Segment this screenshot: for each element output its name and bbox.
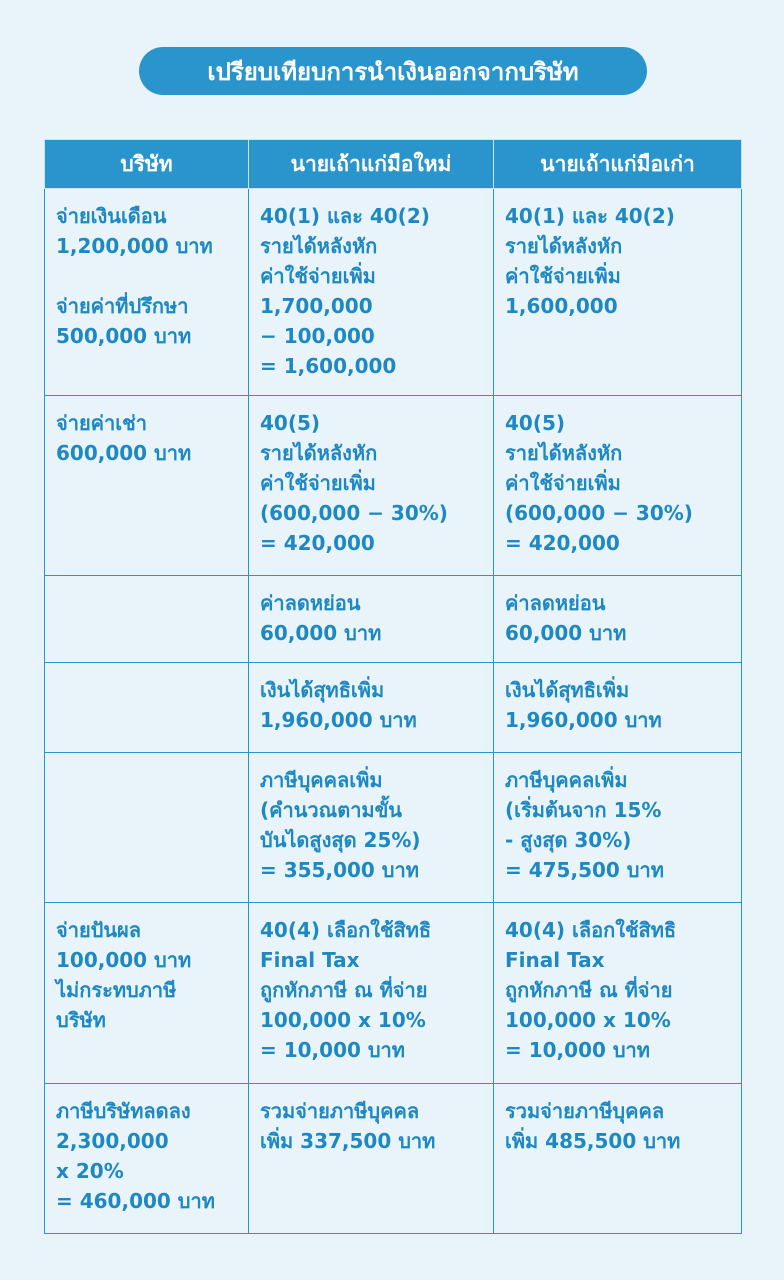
old-owner-cell: เงินได้สุทธิเพิ่ม 1,960,000 บาท [494,663,742,753]
old-owner-cell: 40(5) รายได้หลังหัก ค่าใช้จ่ายเพิ่ม (600,000 − 30%) = 420,000 [494,396,742,576]
company-cell [45,189,249,396]
old-owner-cell: ค่าลดหย่อน 60,000 บาท [494,576,742,663]
header-old-owner: นายเถ้าแก่มือเก่า [494,140,742,189]
salary-text: จ่ายเงินเดือน 1,200,000 บาท [56,204,213,258]
table-row [45,576,742,663]
company-cell: จ่ายปันผล 100,000 บาท ไม่กระทบภาษี บริษัท [45,903,249,1084]
old-owner-cell: รวมจ่ายภาษีบุคคล เพิ่ม 485,500 บาท [494,1084,742,1234]
new-owner-cell: 40(5) รายได้หลังหัก ค่าใช้จ่ายเพิ่ม (600,000 − 30%) = 420,000 [249,396,494,576]
table-row [45,1084,742,1234]
table-row [45,663,742,753]
new-owner-cell: 40(4) เลือกใช้สิทธิ Final Tax ถูกหักภาษี ณ ที่จ่าย 100,000 x 10% = 10,000 บาท [249,903,494,1084]
table-row [45,189,742,396]
old-owner-cell: 40(4) เลือกใช้สิทธิ Final Tax ถูกหักภาษี ณ ที่จ่าย 100,000 x 10% = 10,000 บาท [494,903,742,1084]
company-cell [45,753,249,903]
consulting-fee-text: จ่ายค่าที่ปรึกษา 500,000 บาท [56,294,192,348]
table-row [45,753,742,903]
old-owner-cell: ภาษีบุคคลเพิ่ม (เริ่มต้นจาก 15% - สูงสุด 30%) = 475,500 บาท [494,753,742,903]
new-owner-cell: ค่าลดหย่อน 60,000 บาท [249,576,494,663]
new-owner-cell: รวมจ่ายภาษีบุคคล เพิ่ม 337,500 บาท [249,1084,494,1234]
new-owner-cell: 40(1) และ 40(2) รายได้หลังหัก ค่าใช้จ่ายเพิ่ม 1,700,000 − 100,000 = 1,600,000 [249,189,494,396]
header-company: บริษัท [45,140,249,189]
page-title: เปรียบเทียบการนำเงินออกจากบริษัท [139,47,647,95]
table-row [45,903,742,1084]
new-owner-cell: เงินได้สุทธิเพิ่ม 1,960,000 บาท [249,663,494,753]
company-cell [45,576,249,663]
old-owner-cell: 40(1) และ 40(2) รายได้หลังหัก ค่าใช้จ่ายเพิ่ม 1,600,000 [494,189,742,396]
company-cell [45,663,249,753]
table-header-row [45,140,742,189]
header-new-owner: นายเถ้าแก่มือใหม่ [249,140,494,189]
company-cell: จ่ายค่าเช่า 600,000 บาท [45,396,249,576]
table-row [45,396,742,576]
new-owner-cell: ภาษีบุคคลเพิ่ม (คำนวณตามขั้น บันไดสูงสุด 25%) = 355,000 บาท [249,753,494,903]
comparison-table [44,139,742,1234]
company-cell: ภาษีบริษัทลดลง 2,300,000 x 20% = 460,000 บาท [45,1084,249,1234]
